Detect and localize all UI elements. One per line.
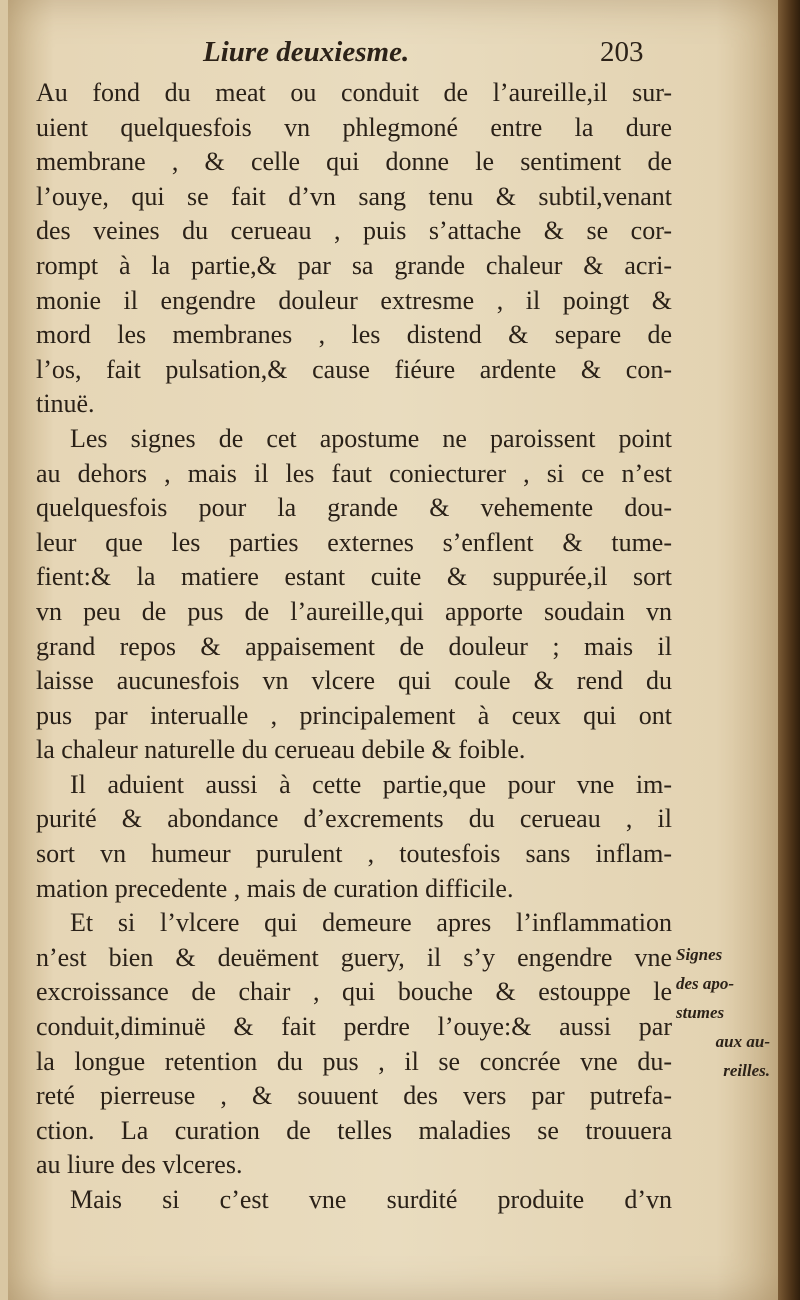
text-line: mord les membranes , les distend & separe de bbox=[36, 320, 672, 350]
body-text bbox=[36, 76, 672, 1218]
text-line: purité & abondance d’excrements du cerueau , il bbox=[36, 804, 672, 834]
text-line: tinuë. bbox=[36, 389, 95, 419]
margin-note-line: Signes bbox=[676, 945, 723, 964]
margin-note bbox=[676, 940, 776, 1085]
text-line: ction. La curation de telles maladies se trouuera bbox=[36, 1115, 672, 1145]
text-line: quelquesfois pour la grande & vehemente dou- bbox=[36, 493, 672, 523]
text-line: vn peu de pus de l’aureille,qui apporte soudain vn bbox=[36, 596, 672, 626]
text-line: pus par interualle , principalement à ceux qui ont bbox=[36, 700, 672, 730]
text-line: l’ouye, qui se fait d’vn sang tenu & subtil,venant bbox=[36, 181, 672, 211]
page-header bbox=[8, 28, 688, 78]
running-title: Liure deuxiesme. bbox=[203, 36, 410, 68]
margin-note-line: reilles. bbox=[723, 1061, 770, 1080]
text-line: leur que les parties externes s’enflent & tume- bbox=[36, 527, 672, 557]
text-line: Mais si c’est vne surdité produite d’vn bbox=[70, 1185, 672, 1214]
text-line: laisse aucunesfois vn vlcere qui coule & rend du bbox=[36, 666, 672, 696]
text-line: membrane , & celle qui donne le sentiment de bbox=[36, 147, 672, 177]
text-line: excroissance de chair , qui bouche & estouppe le bbox=[36, 977, 672, 1007]
margin-note-line: des apo- bbox=[676, 974, 735, 993]
text-line: au dehors , mais il les faut coniecturer , si ce n’est bbox=[36, 458, 672, 488]
text-line: des veines du cerueau , puis s’attache & se cor- bbox=[36, 216, 672, 246]
text-line: fient:& la matiere estant cuite & suppurée,il sort bbox=[36, 562, 672, 592]
text-line: au liure des vlceres. bbox=[36, 1150, 243, 1180]
text-line: grand repos & appaisement de douleur ; mais il bbox=[36, 631, 672, 661]
text-line: n’est bien & deuëment guery, il s’y engendre vne bbox=[36, 942, 672, 972]
text-line: la chaleur naturelle du cerueau debile & foible. bbox=[36, 735, 526, 765]
text-line: Et si l’vlcere qui demeure apres l’inflammation bbox=[70, 908, 672, 938]
text-line: rompt à la partie,& par sa grande chaleur & acri- bbox=[36, 250, 672, 280]
text-line: l’os, fait pulsation,& cause fiéure ardente & con- bbox=[36, 354, 672, 384]
margin-note-line: aux au- bbox=[715, 1032, 770, 1051]
text-line: mation precedente , mais de curation difficile. bbox=[36, 873, 514, 903]
text-line: la longue retention du pus , il se concrée vne du- bbox=[36, 1046, 672, 1076]
text-line: sort vn humeur purulent , toutesfois sans inflam- bbox=[36, 839, 672, 869]
text-line: conduit,diminuë & fait perdre l’ouye:& aussi par bbox=[36, 1012, 672, 1042]
margin-note-line: stumes bbox=[676, 1003, 725, 1022]
book-page bbox=[8, 0, 778, 1300]
text-line: Les signes de cet apostume ne paroissent point bbox=[70, 423, 672, 453]
book-spine bbox=[778, 0, 800, 1300]
page-number: 203 bbox=[600, 36, 644, 68]
text-line: Au fond du meat ou conduit de l’aureille,il sur- bbox=[36, 78, 672, 107]
text-line: Il aduient aussi à cette partie,que pour vne im- bbox=[70, 769, 672, 799]
text-line: monie il engendre douleur extresme , il poingt & bbox=[36, 285, 672, 315]
text-line: uient quelquesfois vn phlegmoné entre la dure bbox=[36, 112, 672, 142]
text-line: reté pierreuse , & souuent des vers par putrefa- bbox=[36, 1081, 672, 1111]
